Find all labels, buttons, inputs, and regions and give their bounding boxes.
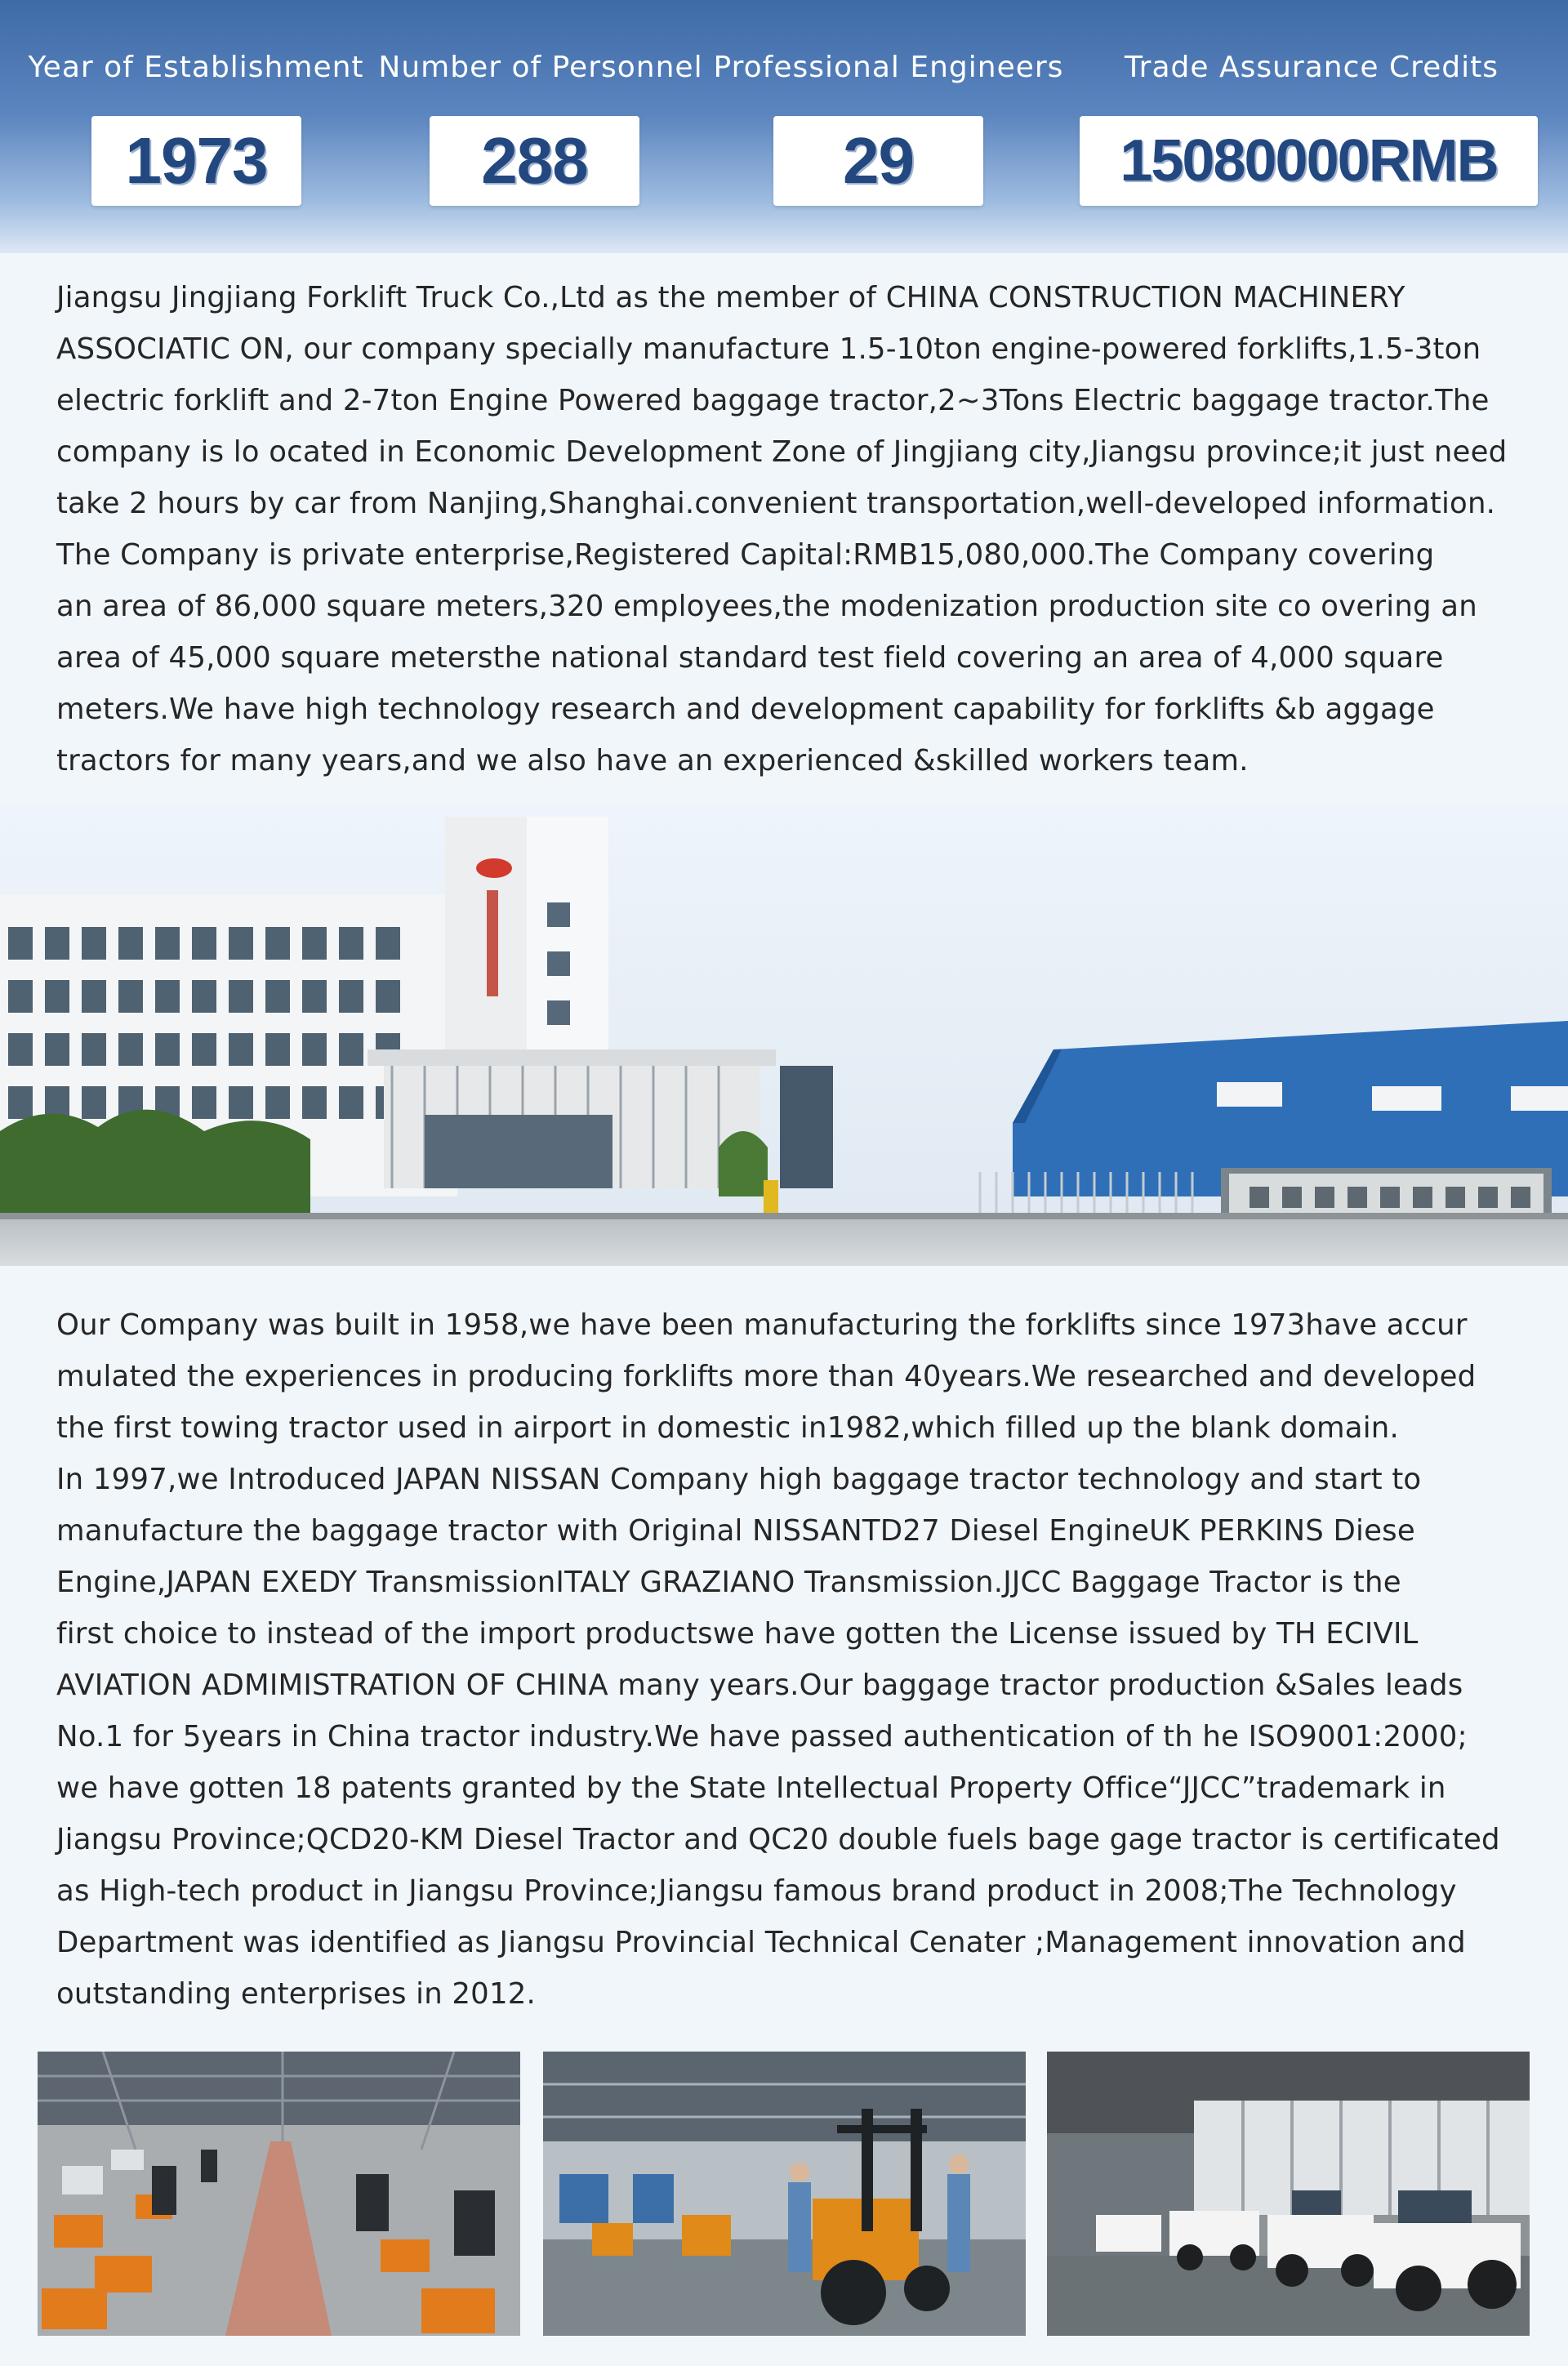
stat-box-trade-credits xyxy=(1080,116,1538,206)
stat-box-establishment xyxy=(91,116,301,206)
stat-box-personnel xyxy=(430,116,639,206)
stat-label-engineers: Professional Engineers xyxy=(713,51,1064,84)
factory-panorama-photo xyxy=(0,804,1568,1266)
stat-box-engineers xyxy=(773,116,983,206)
stat-label-trade-credits: Trade Assurance Credits xyxy=(1124,51,1499,84)
stat-value-engineers: 29 xyxy=(843,124,914,197)
workshop-photo-forklift-assembly xyxy=(543,2052,1026,2336)
workshop-photo-baggage-tractors xyxy=(1047,2052,1530,2336)
company-history-paragraph: Our Company was built in 1958,we have been manufacturing the forklifts since 1973have accur mulated the experiences in producing forklifts more than 40years.We researched and developed the first towing tractor used in airport in domestic in1982,which filled up the blank domain. In 1997,we Introduced JAPAN NISSAN Company high baggage tractor technology and start to manufacture the baggage tractor with Original NISSANTD27 Diesel EngineUK PERKINS Diese Engine,JAPAN EXEDY TransmissionITALY GRAZIANO Transmission.JJCC Baggage Tractor is the first choice to instead of the import productswe have gotten the License issued by TH ECIVIL AVIATION ADMIMISTRATION OF CHINA many years.Our baggage tractor production &Sales leads No.1 for 5years in China tractor industry.We have passed authentication of th he ISO9001:2000; we have gotten 18 patents granted by the State Intellectual Property Office“JJCC”trademark in Jiangsu Province;QCD20-KM Diesel Tractor and QC20 double fuels bage gage tractor is certificated as High-tech product in Jiangsu Province;Jiangsu famous brand product in 2008;The Technology Department was identified as Jiangsu Provincial Technical Cenater ;Management innovation and outstanding enterprises in 2012. xyxy=(56,1308,1500,2011)
stat-label-personnel: Number of Personnel xyxy=(378,51,703,84)
company-stats-banner xyxy=(0,0,1568,253)
stat-value-trade-credits: 15080000RMB xyxy=(1120,128,1498,194)
stat-value-personnel: 288 xyxy=(481,124,588,197)
stat-value-establishment: 1973 xyxy=(125,124,268,197)
stat-label-establishment: Year of Establishment xyxy=(28,51,364,84)
company-intro-paragraph: Jiangsu Jingjiang Forklift Truck Co.,Ltd as the member of CHINA CONSTRUCTION MACHINERY ASSOCIATIC ON, our company specially manufacture 1.5-10ton engine-powered forklifts,1.5-3ton electric forklift and 2-7ton Engine Powered baggage tractor,2~3Tons Electric baggage tractor.The company is lo ocated in Economic Development Zone of Jingjiang city,Jiangsu province;it just need take 2 hours by car from Nanjing,Shanghai.convenient transportation,well-developed information. The Company is private enterprise,Registered Capital:RMB15,080,000.The Company covering an area of 86,000 square meters,320 employees,the modenization production site co overing an area of 45,000 square metersthe national standard test field covering an area of 4,000 square meters.We have high technology research and development capability for forklifts &b aggage tractors for many years,and we also have an experienced &skilled workers team. xyxy=(56,281,1508,778)
workshop-photo-forklift-line xyxy=(38,2052,520,2336)
